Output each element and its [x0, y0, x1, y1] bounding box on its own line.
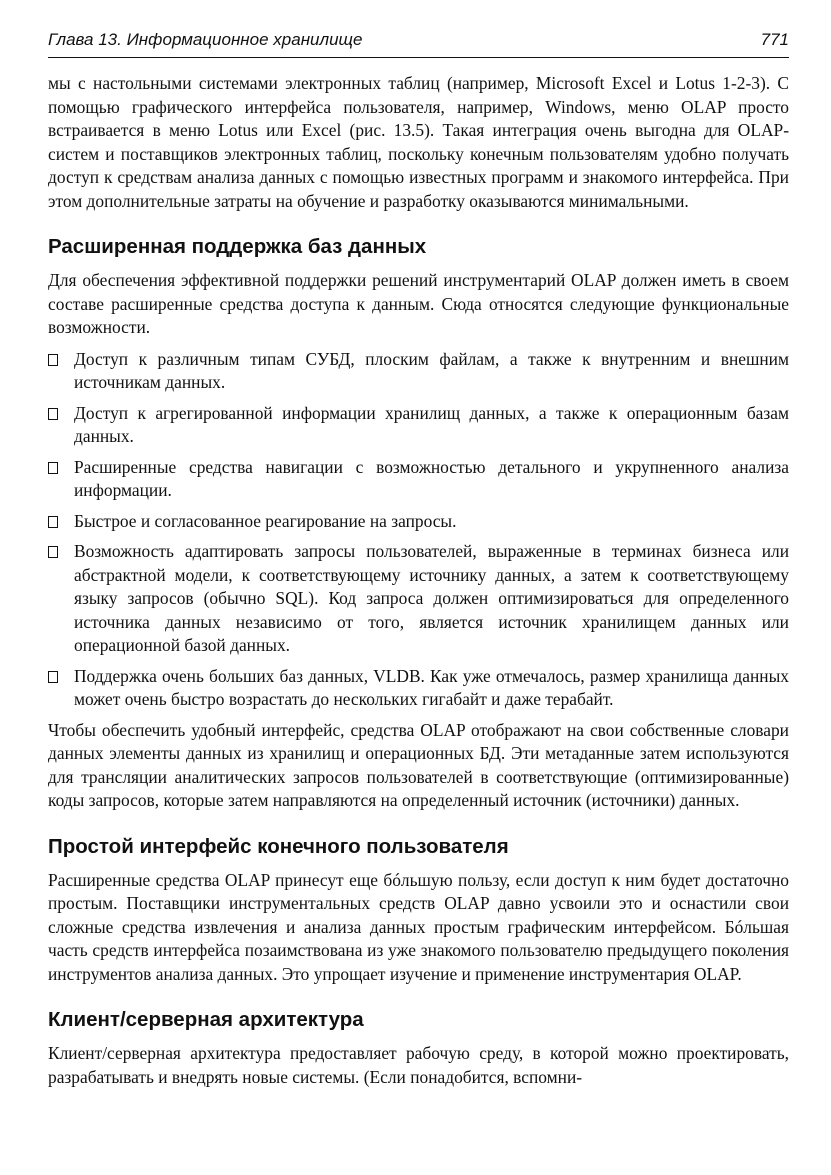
- chapter-title: Глава 13. Информационное хранилище: [48, 30, 363, 49]
- section-paragraph: Для обеспечения эффективной поддержки решений инструментарий OLAP должен иметь в своем составе расширенные средства доступа к данным. Сюда относятся следующие функциональные возможности.: [48, 270, 789, 337]
- section-paragraph: Расширенные средства OLAP принесут еще бóльшую пользу, если доступ к ним будет достаточно простым. Поставщики инструментальных средств OLAP давно усвоили это и оснастили свои сложные средства извлечения и анализа данных простым графическим интерфейсом. Бóльшая часть средств интерфейса позаимствована из уже знакомого пользователю предыдущего поколения инструментов анализа данных. Это упрощает изучение и применение инструментария OLAP.: [48, 869, 789, 984]
- feature-list: [48, 348, 789, 712]
- section-closing-paragraph: Чтобы обеспечить удобный интерфейс, средства OLAP отображают на свои собственные словари данных элементы данных из хранилищ и операционных БД. Эти метаданные затем используются для трансляции аналитических запросов пользователей в соответствующие (оптимизированные) коды запросов, которые затем направляются на определенный источник (источники) данных.: [48, 719, 789, 810]
- list-item-text: Расширенные средства навигации с возможностью детального и укрупненного анализа информации.: [74, 456, 789, 500]
- list-item: [48, 348, 789, 395]
- section-paragraph: Клиент/серверная архитектура предоставляет рабочую среду, в которой можно проектировать, разрабатывать и внедрять новые системы. (Если понадобится, вспомни-: [48, 1043, 789, 1087]
- checkbox-bullet-icon: [48, 354, 58, 366]
- list-item: [48, 402, 789, 449]
- list-item-text: Поддержка очень больших баз данных, VLDB. Как уже отмечалось, размер хранилища данных может очень быстро возрастать до нескольких гигабайт и даже терабайт.: [74, 665, 789, 709]
- list-item-text: Быстрое и согласованное реагирование на запросы.: [74, 510, 457, 531]
- checkbox-bullet-icon: [48, 671, 58, 683]
- checkbox-bullet-icon: [48, 516, 58, 528]
- list-item: [48, 665, 789, 712]
- list-item-text: Возможность адаптировать запросы пользователей, выраженные в терминах бизнеса или абстрактной модели, к соответствующему источнику данных, а затем к соответствующему языку запросов (обычно SQL). Код запроса должен оптимизироваться для определенного источника данных независимо от того, является источник хранилищем данных или операционной базой данных.: [74, 541, 789, 655]
- section-heading-client-server: Клиент/серверная архитектура: [48, 1008, 364, 1031]
- checkbox-bullet-icon: [48, 408, 58, 420]
- section-heading-database-support: Расширенная поддержка баз данных: [48, 235, 427, 258]
- list-item-text: Доступ к агрегированной информации хранилищ данных, а также к операционным базам данных.: [74, 402, 789, 446]
- checkbox-bullet-icon: [48, 462, 58, 474]
- list-item: [48, 540, 789, 658]
- page-body: [48, 72, 789, 1089]
- page-number: 771: [760, 30, 789, 49]
- running-header: [48, 30, 789, 58]
- checkbox-bullet-icon: [48, 546, 58, 558]
- list-item-text: Доступ к различным типам СУБД, плоским файлам, а также к внутренним и внешним источникам данных.: [74, 348, 789, 392]
- book-page: [48, 30, 789, 1089]
- section-heading-end-user-interface: Простой интерфейс конечного пользователя: [48, 834, 509, 858]
- list-item: [48, 456, 789, 503]
- list-item: [48, 510, 789, 534]
- intro-paragraph: мы с настольными системами электронных таблиц (например, Microsoft Excel и Lotus 1-2-3). С помощью графического интерфейса пользователя, например, Windows, меню OLAP просто встраивается в меню Lotus или Excel (рис. 13.5). Такая интеграция очень выгодна для OLAP-систем и поставщиков электронных таблиц, поскольку конечным пользователям удобно получать доступ к средствам анализа данных с помощью известных программ и знакомого интерфейса. При этом дополнительные затраты на обучение и разработку оказываются минимальными.: [48, 73, 789, 211]
